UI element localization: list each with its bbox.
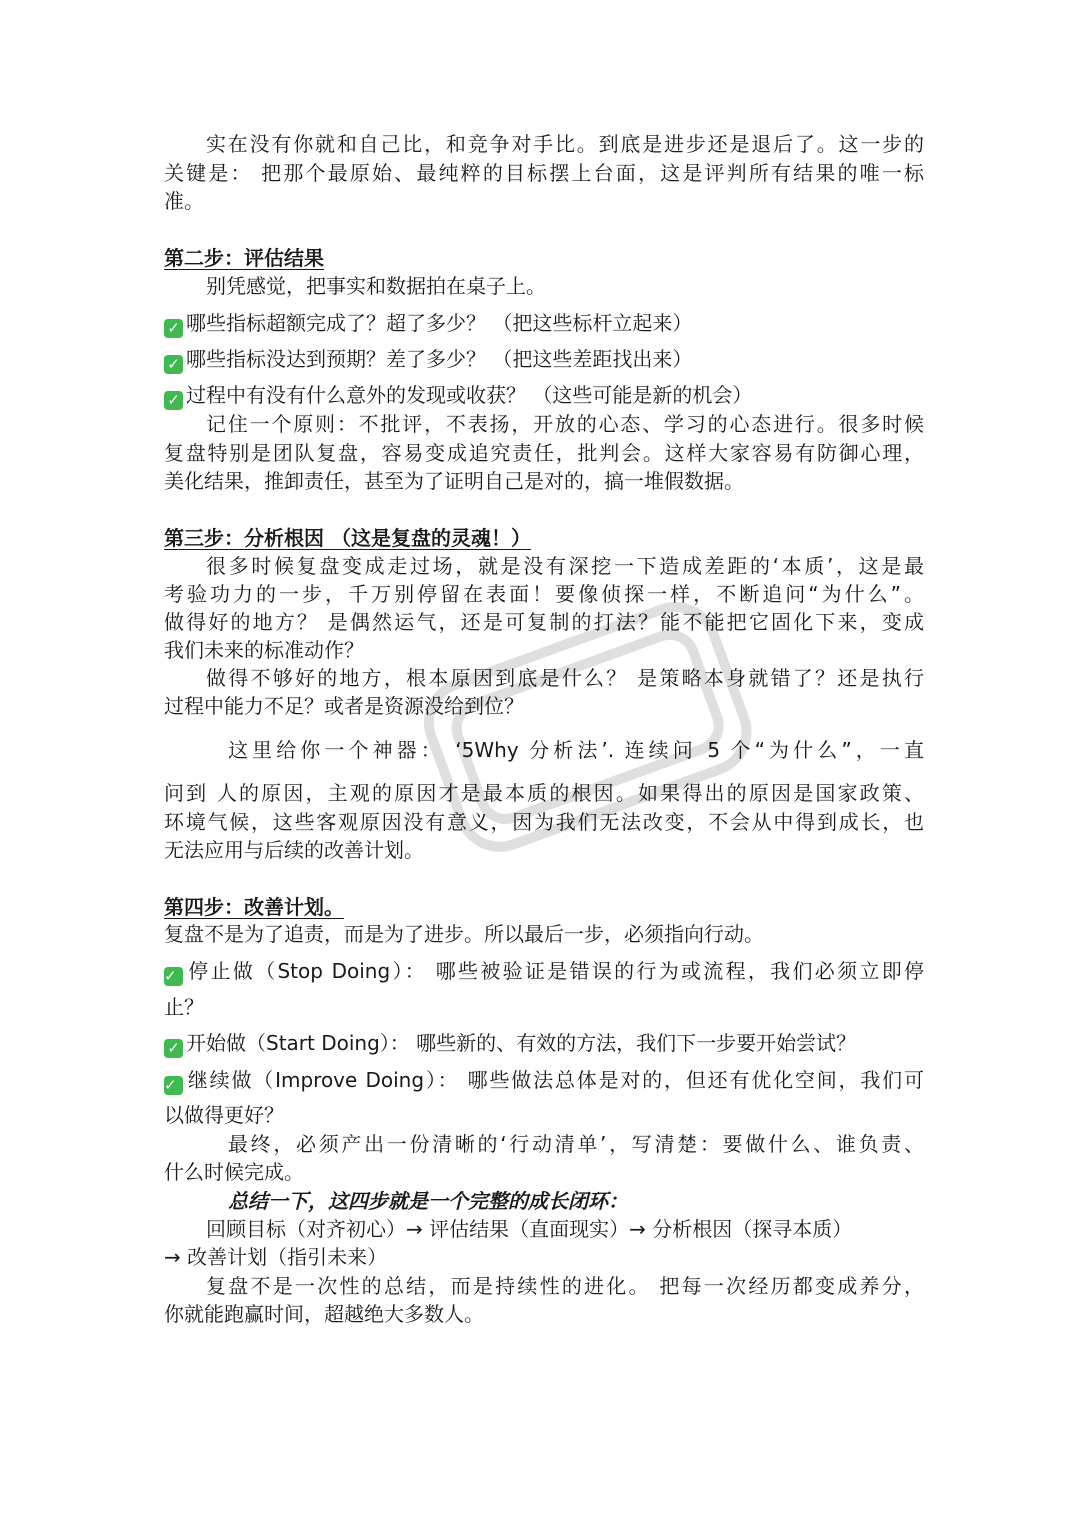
check-list-item: ✓ 过程中有没有什么意外的发现或收获？ （这些可能是新的机会） (164, 381, 924, 410)
paragraph-line: 你就能跑赢时间，超越绝大多数人。 (164, 1302, 484, 1326)
paragraph-line: 止？ (164, 995, 204, 1019)
paragraph-line: 过程中能力不足？或者是资源没给到位？ (164, 694, 524, 718)
paragraph-line: 环境气候，这些客观原因没有意义，因为我们无法改变，不会从中得到成长，也 (164, 810, 924, 834)
paragraph-line: 实在没有你就和自己比，和竞争对手比。到底是进步还是退后了。这一步的 (206, 132, 924, 156)
summary-heading: 总结一下，这四步就是一个完整的成长闭环： (228, 1189, 628, 1213)
paragraph-line: 别凭感觉，把事实和数据拍在桌子上。 (206, 274, 546, 298)
check-list-item: ✓ 继续做（Improve Doing）： 哪些做法总体是对的，但还有优化空间，我们可 (164, 1068, 924, 1094)
paragraph-line: 记住一个原则：不批评，不表扬，开放的心态、学习的心态进行。很多时候 (206, 412, 924, 436)
check-mark-icon: ✓ (164, 319, 183, 338)
paragraph-line: 什么时候完成。 (164, 1160, 304, 1184)
check-mark-icon: ✓ (164, 391, 183, 410)
paragraph-line: 做得不够好的地方，根本原因到底是什么？ 是策略本身就错了？还是执行 (206, 666, 924, 690)
check-list-item: ✓ 哪些指标超额完成了？超了多少？ （把这些标杆立起来） (164, 309, 924, 338)
section-heading-step3: 第三步：分析根因 （这是复盘的灵魂！） (164, 526, 531, 550)
paragraph-line: 这里给你一个神器： ‘5Why 分析法’. 连续问 5 个“为什么”，一直 (228, 738, 924, 762)
paragraph-line: 回顾目标（对齐初心）→ 评估结果（直面现实）→ 分析根因（探寻本质） (206, 1217, 853, 1241)
paragraph-line: 复盘不是为了追责，而是为了进步。所以最后一步，必须指向行动。 (164, 922, 764, 946)
paragraph-line: 复盘特别是团队复盘，容易变成追究责任，批判会。这样大家容易有防御心理， (164, 441, 924, 465)
check-list-item: ✓ 哪些指标没达到预期？差了多少？ （把这些差距找出来） (164, 345, 924, 374)
check-list-item: ✓ 开始做（Start Doing）： 哪些新的、有效的方法，我们下一步要开始尝试？ (164, 1029, 924, 1058)
paragraph-line: 考验功力的一步，千万别停留在表面！要像侦探一样，不断追问“为什么”。 (164, 582, 924, 606)
paragraph-line: → 改善计划（指引未来） (164, 1245, 388, 1269)
paragraph-line: 很多时候复盘变成走过场，就是没有深挖一下造成差距的‘本质’，这是最 (206, 554, 924, 578)
paragraph-line: 准。 (164, 189, 204, 213)
paragraph-line: 我们未来的标准动作？ (164, 638, 364, 662)
check-mark-icon: ✓ (164, 1076, 183, 1095)
check-mark-icon: ✓ (164, 967, 183, 986)
paragraph-line: 无法应用与后续的改善计划。 (164, 838, 424, 862)
paragraph-line: 最终，必须产出一份清晰的‘行动清单’，写清楚：要做什么、谁负责、 (228, 1132, 924, 1156)
section-heading-step4: 第四步：改善计划。 (164, 895, 344, 919)
check-list-item: ✓ 停止做（Stop Doing）： 哪些被验证是错误的行为或流程，我们必须立即停 (164, 959, 924, 985)
paragraph-line: 问到 人的原因，主观的原因才是最本质的根因。如果得出的原因是国家政策、 (164, 781, 924, 805)
paragraph-line: 关键是： 把那个最原始、最纯粹的目标摆上台面，这是评判所有结果的唯一标 (164, 161, 924, 185)
check-mark-icon: ✓ (164, 1039, 183, 1058)
check-mark-icon: ✓ (164, 355, 183, 374)
section-heading-step2: 第二步：评估结果 (164, 246, 324, 270)
paragraph-line: 以做得更好？ (164, 1103, 284, 1127)
paragraph-line: 做得好的地方？ 是偶然运气，还是可复制的打法？能不能把它固化下来，变成 (164, 610, 924, 634)
paragraph-line: 美化结果，推卸责任，甚至为了证明自己是对的，搞一堆假数据。 (164, 469, 744, 493)
paragraph-line: 复盘不是一次性的总结，而是持续性的进化。 把每一次经历都变成养分， (206, 1274, 924, 1298)
